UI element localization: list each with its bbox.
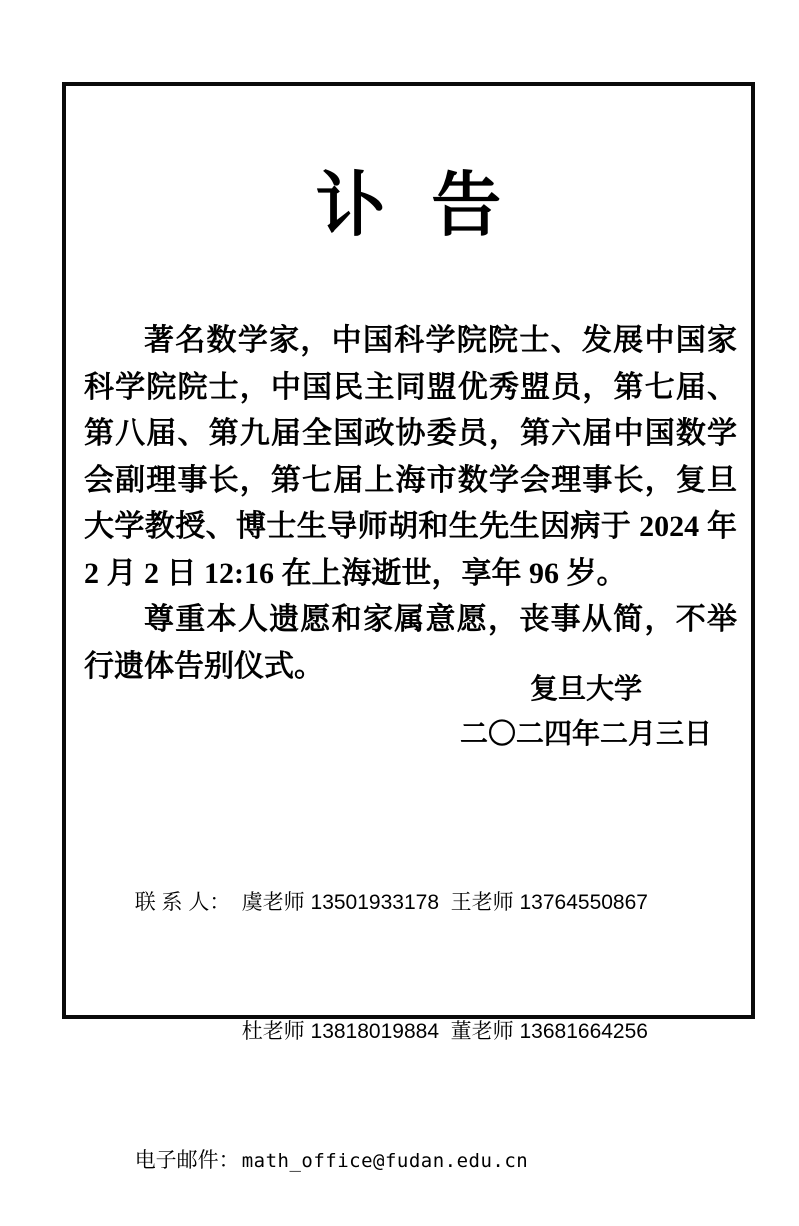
email-address: math_office@fudan.edu.cn	[241, 1150, 529, 1172]
email-label: 电子邮件：	[134, 1149, 240, 1172]
obituary-body	[84, 318, 737, 690]
contact-row-2	[88, 967, 648, 1096]
contact-persons-line1: 虞老师 13501933178 王老师 13764550867	[241, 891, 648, 914]
contact-row-1	[88, 838, 648, 967]
signature-organization: 复旦大学	[529, 673, 642, 704]
obituary-paragraph-1: 著名数学家，中国科学院院士、发展中国家科学院院士，中国民主同盟优秀盟员，第七届、第八届、第九届全国政协委员，第六届中国数学会副理事长，第七届上海市数学会理事长，复旦大学教授、博士生导师胡和生先生因病于 2024 年 2 月 2 日 12:16 在上海逝世，享年 96 岁。	[84, 324, 737, 590]
contact-row-email	[88, 1096, 648, 1226]
obituary-title: 讣 告	[315, 166, 502, 244]
obituary-paragraph-2: 尊重本人遗愿和家属意愿，丧事从简，不举行遗体告别仪式。	[84, 603, 737, 683]
obituary-frame	[62, 82, 755, 1172]
contact-block	[88, 838, 648, 1226]
signature-block	[421, 666, 751, 756]
contact-persons-label: 联 系 人：	[134, 891, 231, 914]
signature-date: 二〇二四年二月三日	[459, 718, 712, 749]
contact-persons-line2: 杜老师 13818019884 董老师 13681664256	[241, 1020, 648, 1043]
